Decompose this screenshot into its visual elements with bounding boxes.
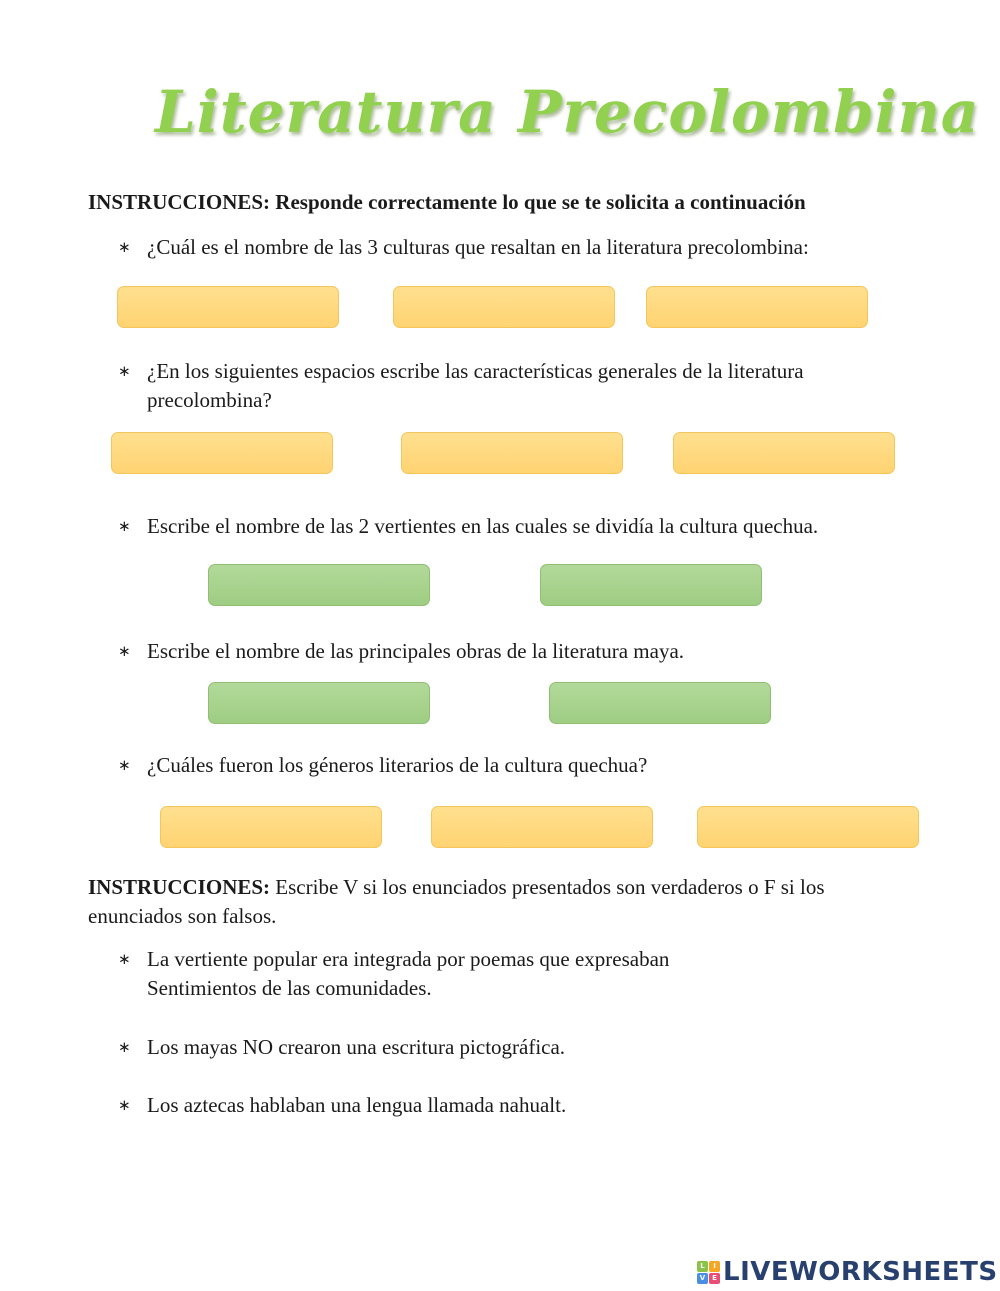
bullet-icon: ∗ xyxy=(118,517,131,535)
instructions-label: INSTRUCCIONES: xyxy=(88,875,271,899)
answer-field[interactable] xyxy=(401,432,623,474)
question-text: ¿Cuáles fueron los géneros literarios de la cultura quechua? xyxy=(147,753,648,777)
statement-text: Los aztecas hablaban una lengua llamada nahualt. xyxy=(147,1093,567,1117)
statement-text: La vertiente popular era integrada por poemas que expresaban Sentimientos de las comunidades. xyxy=(147,947,670,1000)
answer-field[interactable] xyxy=(697,806,919,848)
liveworksheets-logo[interactable] xyxy=(697,1254,998,1290)
bullet-icon: ∗ xyxy=(118,238,131,256)
page-title: Literatura Precolombina xyxy=(155,78,980,146)
answer-field[interactable] xyxy=(673,432,895,474)
logo-text: LIVEWORKSHEETS xyxy=(723,1257,998,1287)
instructions-text: Responde correctamente lo que se te solicita a continuación xyxy=(270,190,806,214)
instructions-text: Escribe V si los enunciados presentados son verdaderos o F si los enunciados son falsos. xyxy=(88,875,825,928)
answer-field[interactable] xyxy=(549,682,771,724)
answer-field[interactable] xyxy=(111,432,333,474)
bullet-icon: ∗ xyxy=(118,642,131,660)
question-text: ¿En los siguientes espacios escribe las características generales de la literatura precolombina? xyxy=(147,359,804,412)
question-text: Escribe el nombre de las principales obras de la literatura maya. xyxy=(147,639,685,663)
answer-field[interactable] xyxy=(646,286,868,328)
bullet-icon: ∗ xyxy=(118,1096,131,1114)
instructions-1 xyxy=(88,188,948,217)
answer-field[interactable] xyxy=(117,286,339,328)
bullet-icon: ∗ xyxy=(118,950,131,968)
bullet-icon: ∗ xyxy=(118,362,131,380)
answer-field[interactable] xyxy=(393,286,615,328)
answer-field[interactable] xyxy=(431,806,653,848)
instructions-label: INSTRUCCIONES: xyxy=(88,190,271,214)
answer-field[interactable] xyxy=(160,806,382,848)
statement-text: Los mayas NO crearon una escritura pictográfica. xyxy=(147,1035,566,1059)
instructions-2 xyxy=(88,873,908,931)
bullet-icon: ∗ xyxy=(118,756,131,774)
logo-mark-icon: L I V E xyxy=(697,1261,720,1284)
answer-field[interactable] xyxy=(208,682,430,724)
question-text: ¿Cuál es el nombre de las 3 culturas que resaltan en la literatura precolombina: xyxy=(147,235,809,259)
answer-field[interactable] xyxy=(540,564,762,606)
question-text: Escribe el nombre de las 2 vertientes en las cuales se dividía la cultura quechua. xyxy=(147,514,819,538)
answer-field[interactable] xyxy=(208,564,430,606)
bullet-icon: ∗ xyxy=(118,1038,131,1056)
